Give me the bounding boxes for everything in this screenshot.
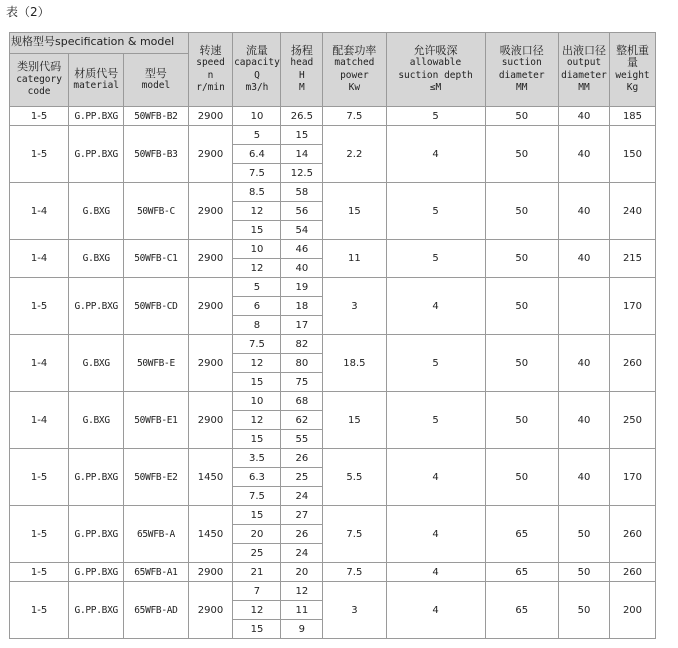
- model-cell: 50WFB-E: [124, 335, 188, 392]
- speed-cell: 2900: [188, 563, 233, 582]
- head-cell: 25: [281, 468, 323, 487]
- output-diameter-header: 出液口径 output diameter MM: [558, 33, 609, 107]
- head-cell: 46: [281, 240, 323, 259]
- speed-cell: 2900: [188, 183, 233, 240]
- capacity-cell: 12: [233, 202, 281, 221]
- head-cell: 58: [281, 183, 323, 202]
- head-cell: 19: [281, 278, 323, 297]
- suction-diameter-cell: 50: [485, 392, 558, 449]
- table-row: [10, 563, 656, 582]
- power-cell: 5.5: [323, 449, 386, 506]
- material-cell: G.PP.BXG: [69, 126, 124, 183]
- model-cell: 50WFB-E2: [124, 449, 188, 506]
- output-diameter-cell: 40: [558, 392, 609, 449]
- power-header: 配套功率 matched power Kw: [323, 33, 386, 107]
- power-cell: 3: [323, 278, 386, 335]
- capacity-cell: 7: [233, 582, 281, 601]
- suction-diameter-cell: 50: [485, 449, 558, 506]
- capacity-cell: 8: [233, 316, 281, 335]
- suction-depth-cell: 5: [386, 240, 485, 278]
- weight-cell: 170: [609, 278, 655, 335]
- suction-depth-cell: 4: [386, 506, 485, 563]
- head-cell: 40: [281, 259, 323, 278]
- suction-diameter-header: 吸液口径 suction diameter MM: [485, 33, 558, 107]
- head-cell: 14: [281, 145, 323, 164]
- head-cell: 80: [281, 354, 323, 373]
- output-diameter-cell: 40: [558, 335, 609, 392]
- category-code-cell: 1-4: [10, 183, 69, 240]
- weight-header: 整机重 量 weight Kg: [609, 33, 655, 107]
- table-body: [10, 107, 656, 639]
- speed-header: 转速 speed n r/min: [188, 33, 233, 107]
- model-cell: 50WFB-E1: [124, 392, 188, 449]
- power-cell: 7.5: [323, 506, 386, 563]
- model-cell: 50WFB-CD: [124, 278, 188, 335]
- speed-cell: 1450: [188, 449, 233, 506]
- head-cell: 54: [281, 221, 323, 240]
- head-cell: 75: [281, 373, 323, 392]
- material-cell: G.PP.BXG: [69, 582, 124, 639]
- capacity-cell: 12: [233, 259, 281, 278]
- power-cell: 7.5: [323, 563, 386, 582]
- output-diameter-cell: [558, 278, 609, 335]
- head-cell: 20: [281, 563, 323, 582]
- capacity-cell: 10: [233, 392, 281, 411]
- head-cell: 11: [281, 601, 323, 620]
- suction-depth-cell: 5: [386, 392, 485, 449]
- suction-diameter-cell: 65: [485, 582, 558, 639]
- suction-diameter-cell: 50: [485, 240, 558, 278]
- power-cell: 18.5: [323, 335, 386, 392]
- weight-cell: 240: [609, 183, 655, 240]
- head-header: 扬程 head H M: [281, 33, 323, 107]
- head-cell: 17: [281, 316, 323, 335]
- head-cell: 55: [281, 430, 323, 449]
- capacity-cell: 3.5: [233, 449, 281, 468]
- suction-diameter-cell: 50: [485, 183, 558, 240]
- capacity-cell: 8.5: [233, 183, 281, 202]
- model-cell: 50WFB-B3: [124, 126, 188, 183]
- speed-cell: 2900: [188, 240, 233, 278]
- table-row: [10, 449, 656, 468]
- suction-diameter-cell: 50: [485, 278, 558, 335]
- head-cell: 82: [281, 335, 323, 354]
- weight-cell: 170: [609, 449, 655, 506]
- suction-depth-cell: 5: [386, 335, 485, 392]
- capacity-cell: 15: [233, 430, 281, 449]
- suction-diameter-cell: 50: [485, 107, 558, 126]
- material-cell: G.PP.BXG: [69, 107, 124, 126]
- material-cell: G.PP.BXG: [69, 506, 124, 563]
- suction-diameter-cell: 65: [485, 563, 558, 582]
- head-cell: 18: [281, 297, 323, 316]
- head-cell: 9: [281, 620, 323, 639]
- capacity-cell: 7.5: [233, 164, 281, 183]
- weight-cell: 150: [609, 126, 655, 183]
- model-cell: 50WFB-C1: [124, 240, 188, 278]
- head-cell: 12.5: [281, 164, 323, 183]
- output-diameter-cell: 40: [558, 449, 609, 506]
- capacity-cell: 6.4: [233, 145, 281, 164]
- capacity-cell: 15: [233, 221, 281, 240]
- weight-cell: 200: [609, 582, 655, 639]
- capacity-cell: 12: [233, 354, 281, 373]
- power-cell: 15: [323, 392, 386, 449]
- category-code-cell: 1-5: [10, 107, 69, 126]
- category-code-cell: 1-5: [10, 126, 69, 183]
- material-cell: G.PP.BXG: [69, 563, 124, 582]
- material-header: 材质代号 material: [69, 54, 124, 107]
- weight-cell: 260: [609, 335, 655, 392]
- suction-diameter-cell: 65: [485, 506, 558, 563]
- table-row: [10, 582, 656, 601]
- head-cell: 27: [281, 506, 323, 525]
- capacity-cell: 25: [233, 544, 281, 563]
- output-diameter-cell: 50: [558, 563, 609, 582]
- speed-cell: 2900: [188, 335, 233, 392]
- category-code-cell: 1-5: [10, 449, 69, 506]
- capacity-cell: 5: [233, 278, 281, 297]
- suction-diameter-cell: 50: [485, 126, 558, 183]
- speed-cell: 2900: [188, 278, 233, 335]
- suction-depth-cell: 4: [386, 278, 485, 335]
- category-code-cell: 1-4: [10, 392, 69, 449]
- output-diameter-cell: 40: [558, 107, 609, 126]
- material-cell: G.PP.BXG: [69, 278, 124, 335]
- capacity-cell: 10: [233, 240, 281, 259]
- material-cell: G.BXG: [69, 335, 124, 392]
- suction-depth-header: 允许吸深 allowable suction depth ≤M: [386, 33, 485, 107]
- capacity-cell: 15: [233, 373, 281, 392]
- power-cell: 7.5: [323, 107, 386, 126]
- output-diameter-cell: 40: [558, 126, 609, 183]
- capacity-cell: 15: [233, 620, 281, 639]
- material-cell: G.BXG: [69, 183, 124, 240]
- suction-diameter-cell: 50: [485, 335, 558, 392]
- model-cell: 65WFB-A: [124, 506, 188, 563]
- capacity-cell: 7.5: [233, 487, 281, 506]
- model-cell: 50WFB-C: [124, 183, 188, 240]
- model-cell: 50WFB-B2: [124, 107, 188, 126]
- material-cell: G.PP.BXG: [69, 449, 124, 506]
- head-cell: 26: [281, 449, 323, 468]
- table-row: [10, 392, 656, 411]
- table-row: [10, 335, 656, 354]
- power-cell: 3: [323, 582, 386, 639]
- category-code-header: 类别代码 category code: [10, 54, 69, 107]
- suction-depth-cell: 4: [386, 563, 485, 582]
- model-cell: 65WFB-AD: [124, 582, 188, 639]
- table-row: [10, 240, 656, 259]
- power-cell: 2.2: [323, 126, 386, 183]
- suction-depth-cell: 4: [386, 582, 485, 639]
- speed-cell: 2900: [188, 107, 233, 126]
- head-cell: 62: [281, 411, 323, 430]
- head-cell: 24: [281, 544, 323, 563]
- power-cell: 15: [323, 183, 386, 240]
- pump-spec-table: [9, 32, 656, 639]
- model-header: 型号 model: [124, 54, 188, 107]
- table-row: [10, 126, 656, 145]
- weight-cell: 215: [609, 240, 655, 278]
- speed-cell: 2900: [188, 126, 233, 183]
- model-cell: 65WFB-A1: [124, 563, 188, 582]
- head-cell: 26.5: [281, 107, 323, 126]
- output-diameter-cell: 40: [558, 240, 609, 278]
- category-code-cell: 1-5: [10, 582, 69, 639]
- power-cell: 11: [323, 240, 386, 278]
- table-row: [10, 278, 656, 297]
- head-cell: 26: [281, 525, 323, 544]
- head-cell: 56: [281, 202, 323, 221]
- capacity-cell: 12: [233, 601, 281, 620]
- weight-cell: 260: [609, 563, 655, 582]
- category-code-cell: 1-4: [10, 335, 69, 392]
- table-caption: 表（2）: [6, 5, 50, 19]
- suction-depth-cell: 4: [386, 449, 485, 506]
- speed-cell: 2900: [188, 582, 233, 639]
- category-code-cell: 1-4: [10, 240, 69, 278]
- output-diameter-cell: 50: [558, 506, 609, 563]
- material-cell: G.BXG: [69, 240, 124, 278]
- capacity-cell: 12: [233, 411, 281, 430]
- suction-depth-cell: 5: [386, 183, 485, 240]
- capacity-cell: 20: [233, 525, 281, 544]
- speed-cell: 2900: [188, 392, 233, 449]
- capacity-cell: 15: [233, 506, 281, 525]
- capacity-cell: 5: [233, 126, 281, 145]
- capacity-cell: 10: [233, 107, 281, 126]
- head-cell: 24: [281, 487, 323, 506]
- table-row: [10, 506, 656, 525]
- speed-cell: 1450: [188, 506, 233, 563]
- capacity-cell: 6.3: [233, 468, 281, 487]
- capacity-cell: 21: [233, 563, 281, 582]
- capacity-header: 流量 capacity Q m3/h: [233, 33, 281, 107]
- output-diameter-cell: 40: [558, 183, 609, 240]
- capacity-cell: 6: [233, 297, 281, 316]
- weight-cell: 250: [609, 392, 655, 449]
- head-cell: 68: [281, 392, 323, 411]
- output-diameter-cell: 50: [558, 582, 609, 639]
- category-code-cell: 1-5: [10, 563, 69, 582]
- category-code-cell: 1-5: [10, 278, 69, 335]
- capacity-cell: 7.5: [233, 335, 281, 354]
- weight-cell: 260: [609, 506, 655, 563]
- suction-depth-cell: 4: [386, 126, 485, 183]
- table-row: [10, 183, 656, 202]
- head-cell: 15: [281, 126, 323, 145]
- category-code-cell: 1-5: [10, 506, 69, 563]
- table-row: [10, 107, 656, 126]
- suction-depth-cell: 5: [386, 107, 485, 126]
- head-cell: 12: [281, 582, 323, 601]
- spec-group-header: 规格型号specification & model: [10, 33, 189, 54]
- material-cell: G.BXG: [69, 392, 124, 449]
- weight-cell: 185: [609, 107, 655, 126]
